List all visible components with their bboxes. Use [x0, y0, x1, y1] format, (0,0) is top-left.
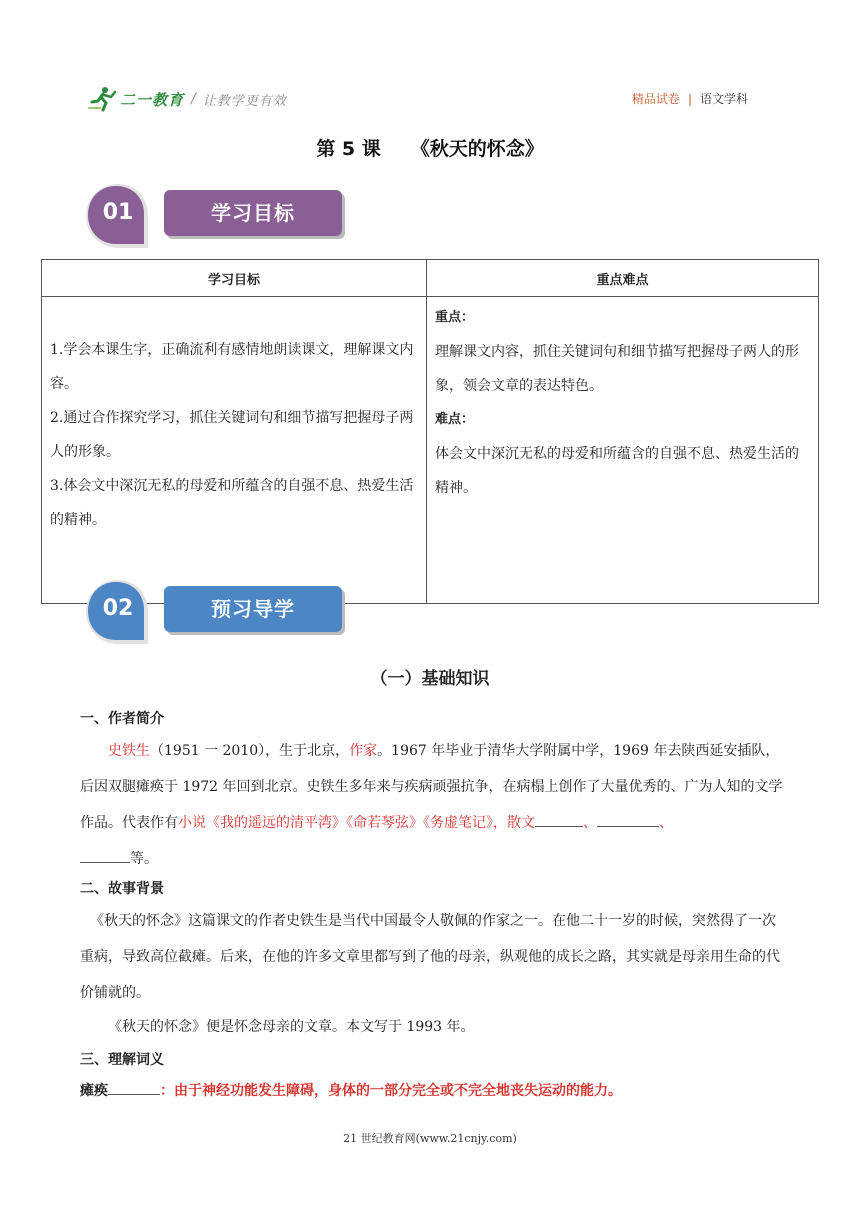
logo [88, 84, 287, 114]
key-text: 理解课文内容，抓住关键词句和细节描写把握母子两人的形象，领会文章的表达特色。 [435, 344, 799, 394]
section-banner-goals [82, 180, 362, 252]
header-subject [632, 90, 748, 107]
goal-item: 2.通过合作探究学习，抓住关键词句和细节描写把握母子两人的形象。 [50, 410, 414, 460]
difficult-label: 难点： [435, 412, 475, 427]
answer-blank[interactable] [597, 812, 659, 827]
vocab-colon: ： [160, 1083, 174, 1099]
table-header-row [42, 260, 819, 297]
author-heading: 一、作者简介 [80, 711, 164, 727]
column-header-key-points: 重点难点 [427, 260, 819, 297]
goal-item: 3.体会文中深沉无私的母爱和所蕴含的自强不息、热爱生活的精神。 [50, 478, 414, 528]
vocabulary-heading: 三、理解词义 [80, 1052, 164, 1068]
author-end: 等。 [130, 851, 158, 867]
header-label-quality: 精品试卷 [631, 92, 680, 106]
lesson-name: 《秋天的怀念》 [410, 138, 544, 160]
vocab-definition: 由于神经功能发生障碍，身体的一部分完全或不完全地丧失运动的能力。 [174, 1083, 622, 1099]
goals-table [41, 259, 819, 604]
pinyin-blank[interactable] [108, 1080, 160, 1095]
author-name: 史铁生 [108, 743, 150, 759]
page-header [88, 84, 748, 114]
author-paragraph [80, 733, 785, 877]
logo-separator: / [191, 91, 196, 107]
answer-blank[interactable] [535, 812, 583, 827]
section-number: 02 [102, 596, 134, 621]
header-separator: | [687, 92, 692, 106]
key-points-cell [427, 297, 819, 604]
lesson-number: 第 5 课 [316, 138, 381, 160]
background-paragraph-2: 《秋天的怀念》便是怀念母亲的文章。本文写于 1993 年。 [108, 1019, 475, 1035]
section-number: 01 [102, 200, 134, 225]
blank-separator: 、 [659, 815, 673, 831]
author-job: 作家 [349, 743, 378, 759]
vocab-word: 瘫痪 [80, 1083, 108, 1099]
logo-name: 二一教育 [120, 90, 185, 109]
section-banner-preview [82, 576, 362, 648]
goal-item: 1.学会本课生字，正确流利有感情地朗读课文，理解课文内容。 [50, 342, 414, 392]
author-bio: 。1967 年毕业于清华大学附属中学，1969 年去陕西延安插队，后因双腿瘫痪于 1972 年回到北京。史铁生多年来与疾病顽强抗争，在病榻上创作了大量优秀的、广为人知的文学作品。代表作有 [80, 743, 783, 831]
page-footer: 21 世纪教育网(www.21cnjy.com) [343, 1132, 517, 1145]
goals-cell [42, 297, 427, 604]
answer-blank[interactable] [80, 848, 130, 863]
page-title [0, 134, 860, 161]
author-works: 小说《我的遥远的清平湾》《命若琴弦》《务虚笔记》，散文 [178, 815, 535, 831]
difficult-text: 体会文中深沉无私的母爱和所蕴含的自强不息、热爱生活的精神。 [435, 446, 799, 496]
logo-slogan: 让教学更有效 [202, 93, 287, 109]
author-years: （1951 一 2010），生于北京， [150, 743, 350, 759]
column-header-goals: 学习目标 [42, 260, 427, 297]
section-label: 预习导学 [164, 586, 342, 632]
runner-logo-icon [88, 86, 118, 112]
blank-separator: 、 [583, 815, 597, 831]
table-row [42, 297, 819, 604]
background-heading: 二、故事背景 [80, 881, 164, 897]
vocabulary-entry [80, 1073, 785, 1109]
basic-knowledge-title: （一）基础知识 [370, 669, 490, 689]
key-label: 重点： [435, 310, 475, 325]
header-label-subject: 语文学科 [699, 92, 748, 106]
section-label: 学习目标 [164, 190, 342, 236]
background-paragraph: 《秋天的怀念》这篇课文的作者史铁生是当代中国最令人敬佩的作家之一。在他二十一岁的时候，突然得了一次重病，导致高位截瘫。后来，在他的许多文章里都写到了他的母亲，纵观他的成长之路，其实就是母亲用生命的代价铺就的。 [80, 913, 780, 1001]
